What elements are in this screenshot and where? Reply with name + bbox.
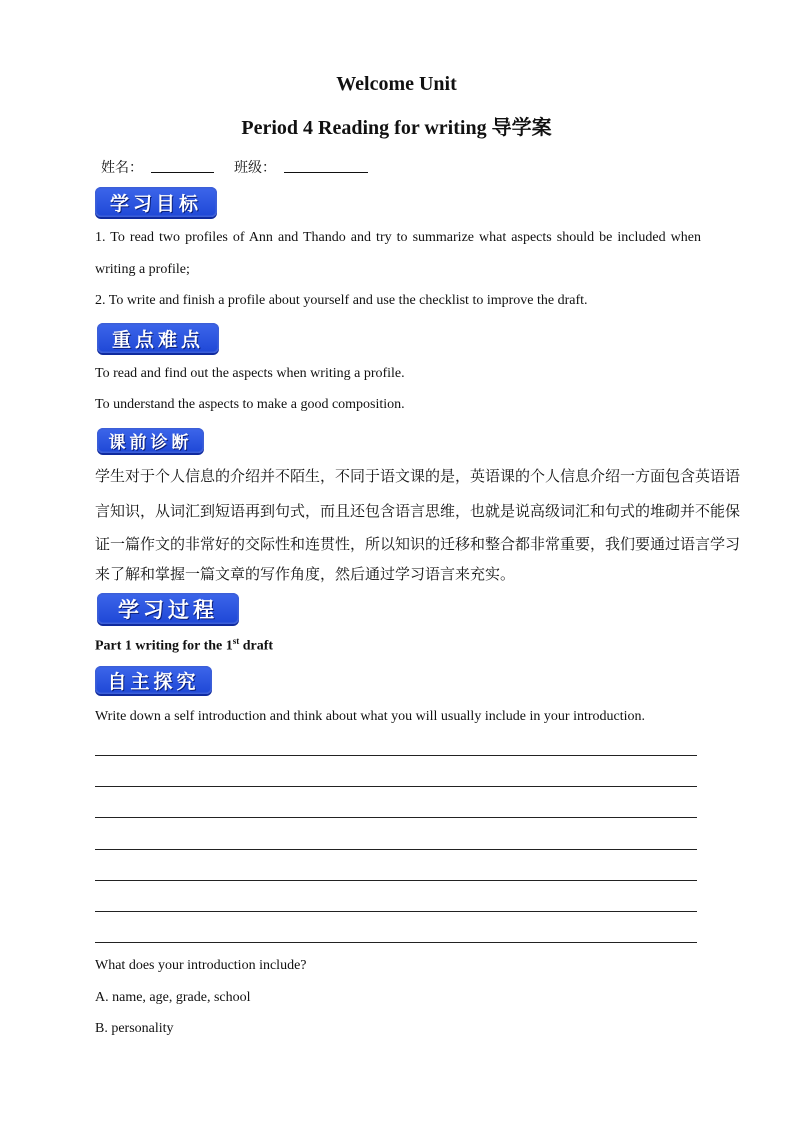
class-label: 班级： <box>234 160 276 176</box>
name-label: 姓名： <box>101 160 143 176</box>
objectives-badge <box>95 187 217 217</box>
name-blank[interactable] <box>151 158 214 173</box>
objective-line-1b: writing a profile; <box>95 262 190 277</box>
writing-line[interactable] <box>95 786 697 787</box>
class-blank[interactable] <box>284 158 368 173</box>
question-text: What does your introduction include? <box>95 958 307 973</box>
writing-line[interactable] <box>95 911 697 912</box>
pre-diagnosis-badge-label: 课前诊断 <box>108 433 193 453</box>
key-point-line-2: To understand the aspects to make a good composition. <box>95 397 405 412</box>
objective-line-1a: 1. To read two profiles of Ann and Thando and try to summarize what aspects should be included when <box>95 230 701 245</box>
diagnosis-line: 证一篇作文的非常好的交际性和连贯性，所以知识的迁移和整合都非常重要，我们要通过语言学习 <box>95 535 741 553</box>
diagnosis-line: 言知识，从词汇到短语再到句式，而且还包含语言思维，也就是说高级词汇和句式的堆砌并不能保 <box>95 502 741 520</box>
self-explore-badge-label: 自主探究 <box>107 670 200 693</box>
page-subtitle: Period 4 Reading for writing 导学案 <box>241 117 552 139</box>
part-1-title-sup: st <box>232 636 240 646</box>
pre-diagnosis-badge <box>97 428 204 453</box>
self-explore-badge <box>95 666 212 694</box>
part-1-title-suffix: draft <box>239 638 274 654</box>
part-1-title <box>95 636 273 655</box>
key-point-line-1: To read and find out the aspects when writing a profile. <box>95 366 405 381</box>
option-a: A. name, age, grade, school <box>95 990 251 1005</box>
part-1-title-text: Part 1 writing for the 1 <box>95 638 233 654</box>
key-points-badge-label: 重点难点 <box>111 328 204 351</box>
diagnosis-line: 学生对于个人信息的介绍并不陌生，不同于语文课的是，英语课的个人信息介绍一方面包含英语语 <box>95 467 741 485</box>
writing-line[interactable] <box>95 817 697 818</box>
option-b: B. personality <box>95 1021 174 1036</box>
writing-instruction: Write down a self introduction and think about what you will usually include in your introduction. <box>95 709 646 724</box>
process-badge <box>97 593 239 624</box>
diagnosis-line: 来了解和掌握一篇文章的写作角度，然后通过学习语言来充实。 <box>95 565 516 583</box>
objective-line-2: 2. To write and finish a profile about yourself and use the checklist to improve the draft. <box>95 293 588 308</box>
page-title: Welcome Unit <box>336 73 457 95</box>
writing-line[interactable] <box>95 755 697 756</box>
writing-line[interactable] <box>95 880 697 881</box>
writing-line[interactable] <box>95 849 697 850</box>
key-points-badge <box>97 323 219 353</box>
objectives-badge-label: 学习目标 <box>109 192 202 215</box>
writing-line[interactable] <box>95 942 697 943</box>
process-badge-label: 学习过程 <box>118 597 218 622</box>
